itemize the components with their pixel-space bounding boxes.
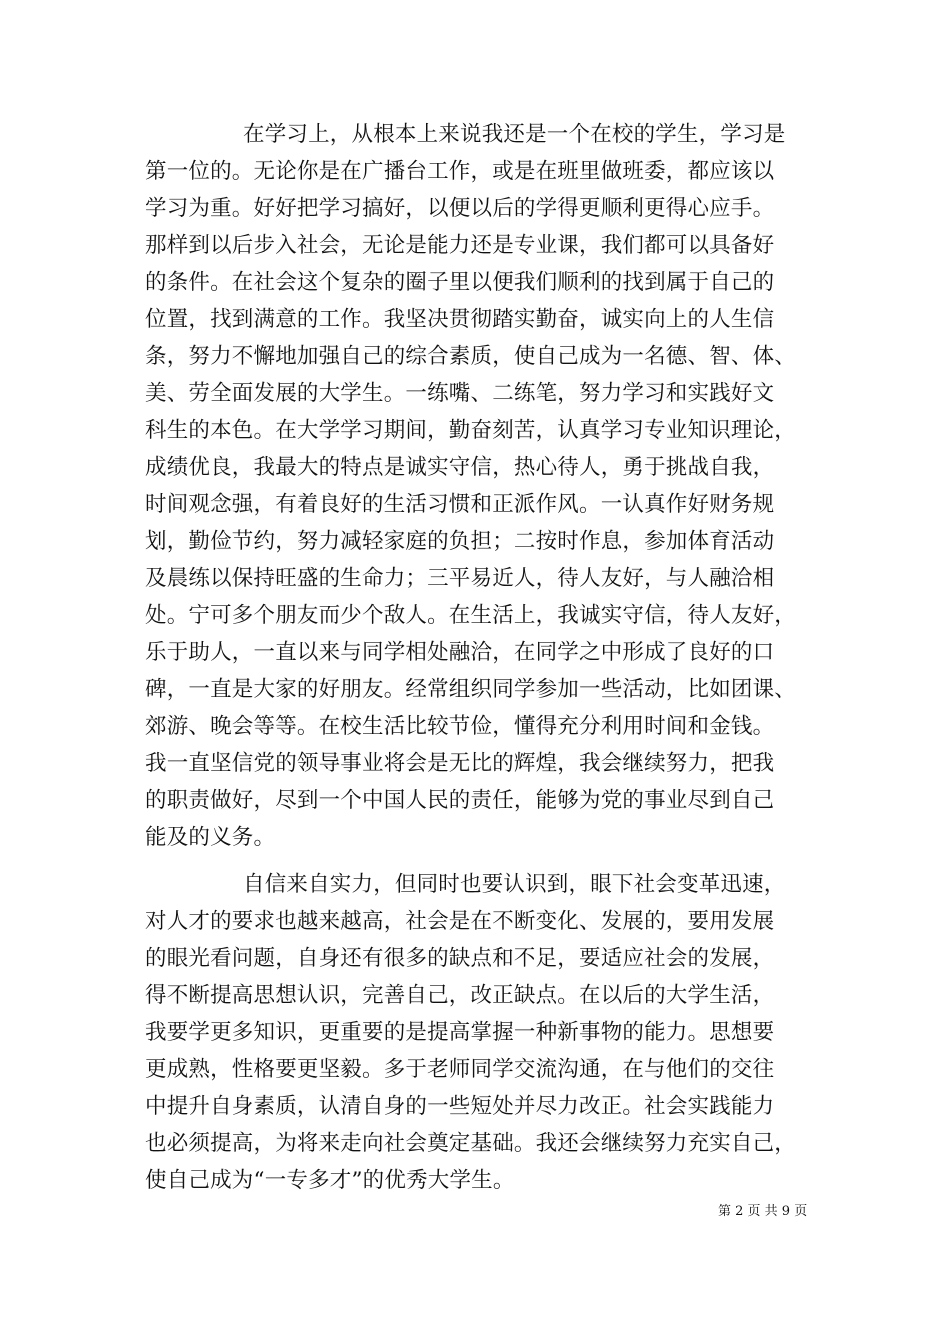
paragraph-1-line-8: 美、劳全面发展的大学生。一练嘴、二练笔，努力学习和实践好文 [145, 381, 775, 406]
paragraph-2-line-8: 也必须提高，为将来走向社会奠定基础。我还会继续努力充实自己， [145, 1131, 797, 1156]
paragraph-2-line-4: 得不断提高思想认识，完善自己，改正缺点。在以后的大学生活， [145, 983, 775, 1008]
paragraph-1-line-14: 处。宁可多个朋友而少个敌人。在生活上，我诚实守信，待人友好， [145, 603, 797, 628]
paragraph-1-line-13: 及晨练以保持旺盛的生命力；三平易近人，待人友好，与人融洽相 [145, 566, 775, 591]
paragraph-2-line-1: 自信来自实力，但同时也要认识到，眼下社会变革迅速， [243, 872, 786, 897]
paragraph-1-line-11: 时间观念强，有着良好的生活习惯和正派作风。一认真作好财务规 [145, 492, 775, 517]
paragraph-1-line-15: 乐于助人，一直以来与同学相处融洽，在同学之中形成了良好的口 [145, 640, 775, 665]
paragraph-1-line-4: 那样到以后步入社会，无论是能力还是专业课，我们都可以具备好 [145, 233, 775, 258]
paragraph-2-line-5: 我要学更多知识，更重要的是提高掌握一种新事物的能力。思想要 [145, 1020, 775, 1045]
paragraph-1-line-5: 的条件。在社会这个复杂的圈子里以便我们顺利的找到属于自己的 [145, 270, 775, 295]
paragraph-1-line-1: 在学习上，从根本上来说我还是一个在校的学生，学习是 [243, 122, 786, 147]
paragraph-1-line-3: 学习为重。好好把学习搞好，以便以后的学得更顺利更得心应手。 [145, 196, 775, 221]
paragraph-2-line-3: 的眼光看问题，自身还有很多的缺点和不足，要适应社会的发展， [145, 946, 775, 971]
paragraph-2-line-6: 更成熟，性格要更坚毅。多于老师同学交流沟通，在与他们的交往 [145, 1057, 775, 1082]
paragraph-1-line-12: 划，勤俭节约，努力减轻家庭的负担；二按时作息，参加体育活动 [145, 529, 775, 554]
paragraph-2-line-7: 中提升自身素质，认清自身的一些短处并尽力改正。社会实践能力 [145, 1094, 775, 1119]
paragraph-1-line-18: 我一直坚信党的领导事业将会是无比的辉煌，我会继续努力，把我 [145, 751, 775, 776]
page-number-footer: 第 2 页 共 9 页 [718, 1204, 808, 1219]
paragraph-1-line-20: 能及的义务。 [145, 825, 276, 850]
paragraph-1-line-2: 第一位的。无论你是在广播台工作，或是在班里做班委，都应该以 [145, 159, 775, 184]
paragraph-2-line-9: 使自己成为“一专多才”的优秀大学生。 [145, 1168, 515, 1193]
paragraph-2-line-2: 对人才的要求也越来越高，社会是在不断变化、发展的，要用发展 [145, 909, 775, 934]
paragraph-1-line-6: 位置，找到满意的工作。我坚决贯彻踏实勤奋，诚实向上的人生信 [145, 307, 775, 332]
paragraph-1-line-17: 郊游、晚会等等。在校生活比较节俭，懂得充分利用时间和金钱。 [145, 714, 775, 739]
paragraph-1-line-16: 碑，一直是大家的好朋友。经常组织同学参加一些活动，比如团课、 [145, 677, 797, 702]
paragraph-1-line-10: 成绩优良，我最大的特点是诚实守信，热心待人，勇于挑战自我， [145, 455, 775, 480]
paragraph-1-line-9: 科生的本色。在大学学习期间，勤奋刻苦，认真学习专业知识理论， [145, 418, 797, 443]
paragraph-1-line-7: 条，努力不懈地加强自己的综合素质，使自己成为一名德、智、体、 [145, 344, 797, 369]
paragraph-1-line-19: 的职责做好，尽到一个中国人民的责任，能够为党的事业尽到自己 [145, 788, 775, 813]
